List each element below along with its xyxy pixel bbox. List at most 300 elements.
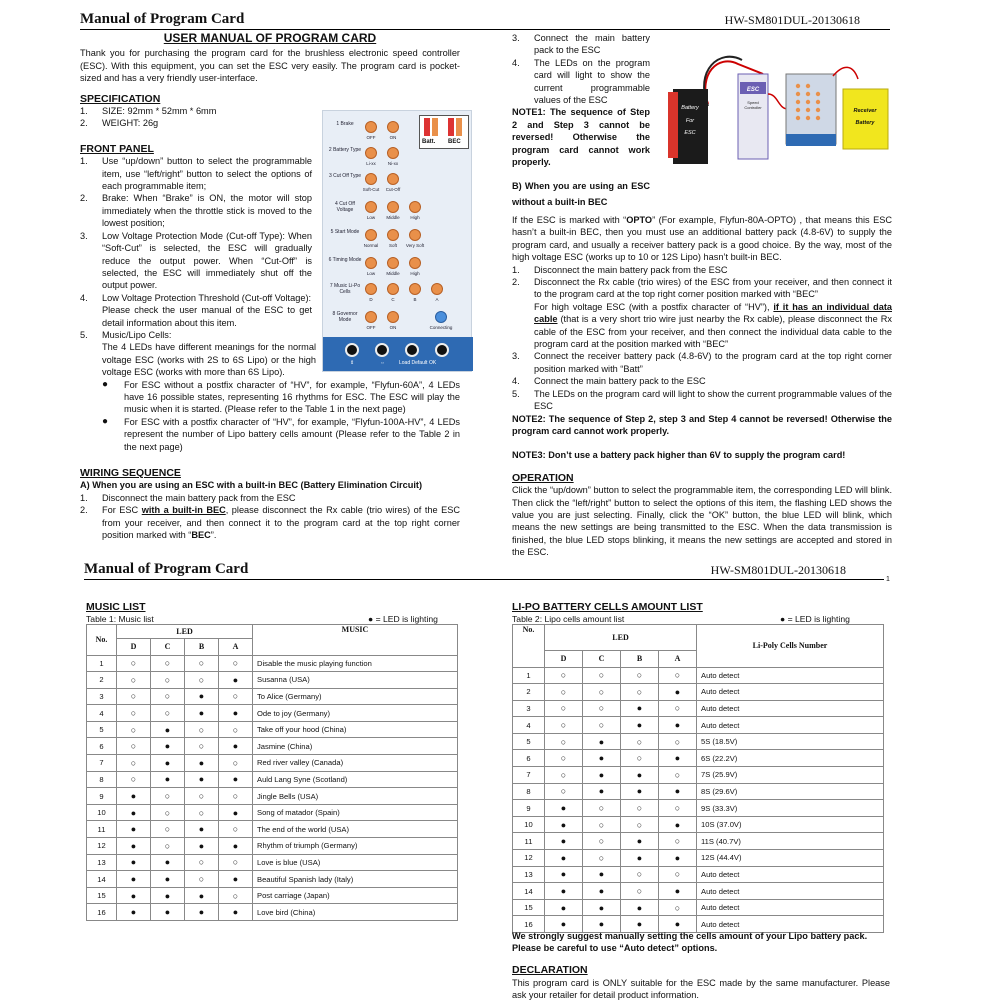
table-row bbox=[87, 871, 458, 888]
led-state: ○ bbox=[185, 672, 219, 689]
row-number: 9 bbox=[87, 788, 117, 805]
row-value: Rhythm of triumph (Germany) bbox=[253, 838, 458, 855]
led-state: ○ bbox=[185, 788, 219, 805]
led-state: ● bbox=[621, 767, 659, 784]
row-number: 5 bbox=[87, 721, 117, 738]
led-state: ○ bbox=[117, 655, 151, 672]
lipo-table: No. LED Li-Poly Cells Number D C B A 1 ○ ○ ○ ○ Auto detect 2 ○ ○ ○ ● Auto detect 3 ○ ○ ● ○ Auto detect 4 ○ ○ ● ● Auto detect 5 ○ ● ○ ○ 5S (18.5V) 6 ○ ● ○ ● 6S (22.2V) 7 ○ ● ● ○ 7S (25.9V) 8 ○ ● ● ● 8S (29.6V) 9 ● ○ ○ ○ 9S (33.3V) 10 ● ○ ○ ● 10S (37.0V) 11 ● ○ ● ○ 11S (40.7V) 12 ● ○ ● ● 12S (44.4V) 13 ● ● ○ ○ Auto detect 14 ● ● ○ ● Auto detect 15 ● ● ● ○ Auto detect 16 ● ● ● ● Auto detect bbox=[512, 624, 884, 933]
led-indicator bbox=[365, 229, 377, 241]
intro-paragraph: Thank you for purchasing the program card for the brushless electronic speed controller (ESC). With this equipment, you can set the ESC very easily. The program card is pocket-sized and has a very friendly user-interface. bbox=[80, 48, 460, 84]
operation-heading: OPERATION bbox=[512, 471, 574, 484]
esc-label: ESC bbox=[746, 87, 760, 93]
led-state: ○ bbox=[151, 705, 185, 722]
led-state: ○ bbox=[185, 655, 219, 672]
program-card-image bbox=[322, 110, 472, 372]
table-row bbox=[87, 738, 458, 755]
led-indicator bbox=[387, 283, 399, 295]
led-state: ● bbox=[117, 788, 151, 805]
led-state: ● bbox=[151, 854, 185, 871]
right-column-main bbox=[512, 214, 892, 559]
front-item: Please check the user manual of the ESC to get detail information about this item. bbox=[102, 305, 312, 328]
row-value: 9S (33.3V) bbox=[697, 800, 884, 817]
table-row bbox=[513, 667, 884, 684]
table-row bbox=[87, 755, 458, 772]
col-cells: Li-Poly Cells Number bbox=[697, 625, 884, 668]
led-option-label: Low bbox=[366, 215, 376, 220]
led-state: ○ bbox=[659, 733, 697, 750]
table-row bbox=[87, 821, 458, 838]
led-state: ● bbox=[545, 850, 583, 867]
row-number: 8 bbox=[87, 771, 117, 788]
lipo-caption: Table 2: Lipo cells amount list bbox=[512, 614, 625, 624]
row-value: Jasmine (China) bbox=[253, 738, 458, 755]
row-value: Auto detect bbox=[697, 916, 884, 933]
led-state: ○ bbox=[583, 833, 621, 850]
led-state: ● bbox=[117, 804, 151, 821]
led-state: ● bbox=[185, 771, 219, 788]
col-no: No. bbox=[87, 625, 117, 656]
row-value: 11S (40.7V) bbox=[697, 833, 884, 850]
led-indicator bbox=[387, 229, 399, 241]
led-state: ○ bbox=[583, 850, 621, 867]
led-state: ○ bbox=[117, 672, 151, 689]
front-item: 5. Music/Lipo Cells: bbox=[80, 329, 172, 340]
led-state: ○ bbox=[219, 721, 253, 738]
led-state: ○ bbox=[151, 821, 185, 838]
svg-text:ESC: ESC bbox=[684, 130, 696, 136]
led-indicator bbox=[431, 283, 443, 295]
document-title: USER MANUAL OF PROGRAM CARD bbox=[163, 31, 377, 45]
led-indicator bbox=[409, 283, 421, 295]
table-row bbox=[87, 705, 458, 722]
led-indicator bbox=[365, 311, 377, 323]
led-state: ○ bbox=[219, 821, 253, 838]
led-indicator bbox=[387, 311, 399, 323]
row-number: 8 bbox=[513, 783, 545, 800]
led-state: ● bbox=[545, 866, 583, 883]
row-number: 12 bbox=[513, 850, 545, 867]
led-state: ● bbox=[185, 887, 219, 904]
led-state: ● bbox=[545, 883, 583, 900]
wiring-step: 5. The LEDs on the program card will light to show the current programmable values of the ESC bbox=[512, 388, 892, 412]
table-row bbox=[513, 816, 884, 833]
row-value: Auto detect bbox=[697, 899, 884, 916]
row-number: 10 bbox=[513, 816, 545, 833]
led-state: ● bbox=[151, 738, 185, 755]
led-state: ● bbox=[545, 899, 583, 916]
led-option-label: Middle bbox=[386, 215, 400, 220]
led-state: ● bbox=[659, 816, 697, 833]
front-item: 3. Low Voltage Protection Mode (Cut-off Type): When “Soft-Cut” is selected, the ESC will gradually reduce the output power. When “Cut-Off” is selected, the ESC will immediately shut off the output power. bbox=[80, 230, 312, 291]
table-row bbox=[513, 883, 884, 900]
led-option-label: C bbox=[391, 297, 395, 302]
spec-item: 1. SIZE: 92mm * 52mm * 6mm bbox=[80, 106, 217, 117]
table-row bbox=[87, 655, 458, 672]
row-value: Beautiful Spanish lady (Italy) bbox=[253, 871, 458, 888]
led-state: ● bbox=[659, 783, 697, 800]
load-default-button-label: Load Default bbox=[399, 360, 428, 366]
table-row bbox=[87, 788, 458, 805]
ok-button[interactable] bbox=[435, 343, 449, 357]
front-item: 1. Use “up/down” button to select the programmable item, use “left/right” button to select the options of each programmable item; bbox=[80, 156, 312, 192]
connector-block bbox=[419, 115, 469, 149]
led-state: ● bbox=[583, 899, 621, 916]
row-value: Jingle Bells (USA) bbox=[253, 788, 458, 805]
led-state: ○ bbox=[621, 684, 659, 701]
row-value: Post carriage (Japan) bbox=[253, 887, 458, 904]
page-number: 1 bbox=[886, 576, 890, 583]
led-option-label: Normal bbox=[363, 243, 379, 248]
table-row bbox=[87, 804, 458, 821]
wiring-step: 1. Disconnect the main battery pack from the ESC bbox=[80, 492, 296, 503]
led-state: ○ bbox=[185, 804, 219, 821]
led-indicator bbox=[409, 257, 421, 269]
led-option-label: Ni-xx bbox=[387, 161, 399, 166]
led-state: ○ bbox=[583, 700, 621, 717]
row-value: Auto detect bbox=[697, 717, 884, 734]
led-state: ● bbox=[545, 916, 583, 933]
row-value: Auld Lang Syne (Scotland) bbox=[253, 771, 458, 788]
header-title: Manual of Program Card bbox=[80, 11, 245, 27]
led-indicator bbox=[387, 201, 399, 213]
panel-row-label: 1 Brake bbox=[336, 121, 354, 127]
led-indicator bbox=[365, 283, 377, 295]
table-row bbox=[513, 684, 884, 701]
row-value: 10S (37.0V) bbox=[697, 816, 884, 833]
wiring-step: 4. The LEDs on the program card will light to show the current programmable values of the ESC bbox=[512, 57, 650, 106]
led-indicator bbox=[365, 173, 377, 185]
table-row bbox=[513, 866, 884, 883]
wiring-sub-a: A) When you are using an ESC with a built-in BEC (Battery Elimination Circuit) bbox=[80, 480, 423, 491]
table-row bbox=[87, 904, 458, 921]
row-number: 16 bbox=[87, 904, 117, 921]
led-state: ● bbox=[185, 904, 219, 921]
note-2: NOTE2: The sequence of Step 2, step 3 and Step 4 cannot be reversed! Otherwise the program card cannot work properly. bbox=[512, 413, 892, 436]
wiring-step: 3. Connect the main battery pack to the ESC bbox=[512, 33, 650, 56]
left-right-icon: ⇔ bbox=[380, 360, 385, 366]
led-option-label: High bbox=[410, 271, 420, 276]
row-number: 13 bbox=[87, 854, 117, 871]
row-number: 5 bbox=[513, 733, 545, 750]
table-row bbox=[87, 672, 458, 689]
led-state: ● bbox=[583, 783, 621, 800]
lipo-legend: ● = LED is lighting bbox=[780, 614, 850, 624]
table-row bbox=[513, 733, 884, 750]
row-value: Auto detect bbox=[697, 684, 884, 701]
led-state: ● bbox=[545, 816, 583, 833]
led-state: ○ bbox=[185, 854, 219, 871]
led-state: ○ bbox=[621, 750, 659, 767]
led-state: ○ bbox=[219, 887, 253, 904]
table-row bbox=[513, 850, 884, 867]
wiring-step: For high voltage ESC (with a postfix character of “HV”), if it has an individual data cable (that is a very short trio wire just nearby the Rx cable), please disconnect the Rx cable of the ESC from your receiver, and then connect the individual data cable to the program card at the position marked with “BEC” bbox=[534, 301, 892, 350]
led-indicator bbox=[387, 121, 399, 133]
led-state: ○ bbox=[545, 717, 583, 734]
row-number: 4 bbox=[513, 717, 545, 734]
panel-row bbox=[323, 279, 473, 309]
led-state: ○ bbox=[621, 883, 659, 900]
led-state: ○ bbox=[185, 871, 219, 888]
wiring-step: 3. Connect the receiver battery pack (4.8-6V) to the program card at the top right corner position marked with “Batt” bbox=[512, 351, 892, 374]
note-1: NOTE1: The sequence of Step 2 and Step 3 cannot be reversed! Otherwise the program card cannot work properly. bbox=[512, 107, 650, 168]
led-state: ○ bbox=[545, 750, 583, 767]
led-state: ● bbox=[219, 838, 253, 855]
page-header bbox=[80, 12, 890, 30]
row-number: 15 bbox=[87, 887, 117, 904]
led-state: ○ bbox=[583, 816, 621, 833]
row-number: 3 bbox=[513, 700, 545, 717]
table-row bbox=[87, 838, 458, 855]
front-item: The 4 LEDs have different meanings for the normal voltage ESC (works with 2S to 6S Lipo) or the high voltage ESC (works with more than 6S Lipo). bbox=[102, 342, 316, 378]
row-value: 5S (18.5V) bbox=[697, 733, 884, 750]
row-value: To Alice (Germany) bbox=[253, 688, 458, 705]
led-state: ○ bbox=[583, 800, 621, 817]
table-row bbox=[513, 700, 884, 717]
led-indicator bbox=[365, 201, 377, 213]
led-state: ● bbox=[621, 899, 659, 916]
led-state: ● bbox=[117, 838, 151, 855]
table-row bbox=[513, 800, 884, 817]
connecting-led bbox=[435, 311, 447, 323]
wiring-step: 4. Connect the main battery pack to the ESC bbox=[512, 376, 706, 387]
spec-heading: SPECIFICATION bbox=[80, 92, 161, 105]
led-indicator bbox=[409, 229, 421, 241]
led-option-label: Very Soft bbox=[405, 243, 425, 248]
panel-row-label: 7 Music Li-Po Cells bbox=[329, 283, 361, 295]
led-state: ○ bbox=[621, 733, 659, 750]
led-state: ○ bbox=[117, 771, 151, 788]
led-state: ● bbox=[219, 904, 253, 921]
row-number: 11 bbox=[513, 833, 545, 850]
table-row bbox=[87, 688, 458, 705]
front-item: 2. Brake: When “Brake” is ON, the motor will stop immediately when the throttle stick is moved to the lowest position; bbox=[80, 193, 312, 229]
led-option-label: Cut-Off bbox=[385, 187, 401, 192]
led-state: ○ bbox=[117, 688, 151, 705]
led-state: ● bbox=[151, 904, 185, 921]
led-option-label: ON bbox=[389, 135, 397, 140]
row-number: 11 bbox=[87, 821, 117, 838]
row-value: Red river valley (Canada) bbox=[253, 755, 458, 772]
led-option-label: OFF bbox=[366, 135, 376, 140]
music-legend: ● = LED is lighting bbox=[368, 614, 438, 624]
ok-button-label: OK bbox=[429, 360, 437, 366]
table-row bbox=[513, 717, 884, 734]
row-value: Auto detect bbox=[697, 667, 884, 684]
led-indicator bbox=[365, 257, 377, 269]
led-state: ● bbox=[185, 755, 219, 772]
led-state: ○ bbox=[659, 800, 697, 817]
panel-row-label: 3 Cut Off Type bbox=[328, 173, 362, 179]
led-state: ○ bbox=[151, 655, 185, 672]
row-value: Auto detect bbox=[697, 700, 884, 717]
front-panel-heading: FRONT PANEL bbox=[80, 142, 154, 155]
led-option-label: High bbox=[410, 215, 420, 220]
load-default-button[interactable] bbox=[405, 343, 419, 357]
led-state: ○ bbox=[621, 816, 659, 833]
led-indicator bbox=[365, 147, 377, 159]
music-caption: Table 1: Music list bbox=[86, 614, 154, 624]
led-state: ○ bbox=[583, 667, 621, 684]
spec-item: 2. WEIGHT: 26g bbox=[80, 118, 159, 129]
led-state: ○ bbox=[545, 700, 583, 717]
led-state: ○ bbox=[117, 721, 151, 738]
led-state: ● bbox=[659, 850, 697, 867]
table-row bbox=[87, 771, 458, 788]
table-row bbox=[513, 833, 884, 850]
led-state: ● bbox=[621, 833, 659, 850]
led-option-label: OFF bbox=[366, 325, 376, 330]
row-number: 2 bbox=[87, 672, 117, 689]
row-number: 7 bbox=[513, 767, 545, 784]
row-value: Take off your hood (China) bbox=[253, 721, 458, 738]
row-number: 1 bbox=[513, 667, 545, 684]
col-no: No. bbox=[513, 625, 545, 668]
table-row bbox=[513, 750, 884, 767]
music-table: No. LED MUSIC D C B A 1 ○ ○ ○ ○ Disable the music playing function 2 ○ ○ ○ ● Susanna (USA) 3 ○ ○ ● ○ To Alice (Germany) 4 ○ ○ ● ● Ode to joy (Germany) 5 ○ ● ○ ○ Take off your hood (China) 6 ○ ● ○ ● Jasmine (China) 7 ○ ● ● ○ Red river valley (Canada) 8 ○ ● ● ● Auld Lang Syne (Scotland) 9 ● ○ ○ ○ Jingle Bells (USA) 10 ● ○ ○ ● Song of matador (Spain) 11 ● ○ ● ○ The end of the world (USA) 12 ● ○ ● ● Rhythm of triumph (Germany) 13 ● ● ○ ○ Love is blue (USA) 14 ● ● ○ ● Beautiful Spanish lady (Italy) 15 ● ● ● ○ Post carriage (Japan) 16 ● ● ● ● Love bird (China) bbox=[86, 624, 458, 921]
led-indicator bbox=[387, 257, 399, 269]
led-state: ● bbox=[117, 904, 151, 921]
left-right-button[interactable] bbox=[375, 343, 389, 357]
led-state: ● bbox=[219, 738, 253, 755]
led-state: ○ bbox=[659, 899, 697, 916]
declaration-text: This program card is ONLY suitable for the ESC made by the same manufacturer. Please ask your retailer for detail product information. bbox=[512, 978, 890, 1000]
led-state: ● bbox=[583, 767, 621, 784]
led-indicator bbox=[387, 173, 399, 185]
led-state: ○ bbox=[185, 721, 219, 738]
led-state: ○ bbox=[151, 788, 185, 805]
led-state: ○ bbox=[659, 667, 697, 684]
led-state: ● bbox=[219, 705, 253, 722]
led-state: ○ bbox=[545, 783, 583, 800]
row-number: 9 bbox=[513, 800, 545, 817]
wiring-heading: WIRING SEQUENCE bbox=[80, 467, 181, 479]
led-state: ● bbox=[659, 883, 697, 900]
led-state: ● bbox=[583, 866, 621, 883]
led-state: ○ bbox=[659, 833, 697, 850]
row-value: Love bird (China) bbox=[253, 904, 458, 921]
panel-row-label: 8 Governor Mode bbox=[332, 311, 358, 323]
led-indicator bbox=[387, 147, 399, 159]
row-value: 8S (29.6V) bbox=[697, 783, 884, 800]
led-state: ○ bbox=[659, 866, 697, 883]
header-title: Manual of Program Card bbox=[84, 561, 249, 577]
row-number: 14 bbox=[513, 883, 545, 900]
row-number: 3 bbox=[87, 688, 117, 705]
up-down-button[interactable] bbox=[345, 343, 359, 357]
front-item: 4. Low Voltage Protection Threshold (Cut-off Voltage): bbox=[80, 292, 312, 303]
lipo-heading: LI-PO BATTERY CELLS AMOUNT LIST bbox=[512, 601, 703, 613]
svg-text:For: For bbox=[685, 118, 695, 124]
receiver-battery-label: Receiver bbox=[853, 108, 877, 114]
row-number: 7 bbox=[87, 755, 117, 772]
bec-label: BEC bbox=[448, 139, 461, 145]
led-state: ○ bbox=[583, 684, 621, 701]
led-state: ● bbox=[151, 871, 185, 888]
led-state: ○ bbox=[151, 672, 185, 689]
lipo-note: We strongly suggest manually setting the cells amount of your Lipo battery pack. Please be careful to use “Auto detect” options. bbox=[512, 931, 868, 953]
led-option-label: Soft-Cut bbox=[362, 187, 380, 192]
led-state: ● bbox=[117, 871, 151, 888]
led-state: ○ bbox=[659, 767, 697, 784]
led-state: ● bbox=[151, 887, 185, 904]
led-state: ● bbox=[659, 684, 697, 701]
panel-row bbox=[323, 169, 473, 199]
right-column-top bbox=[512, 32, 650, 210]
led-state: ● bbox=[117, 821, 151, 838]
row-number: 16 bbox=[513, 916, 545, 933]
led-state: ○ bbox=[545, 767, 583, 784]
led-state: ○ bbox=[151, 838, 185, 855]
panel-row-label: 2 Battery Type bbox=[328, 147, 362, 153]
led-state: ● bbox=[117, 854, 151, 871]
row-value: Ode to joy (Germany) bbox=[253, 705, 458, 722]
row-number: 12 bbox=[87, 838, 117, 855]
table-row bbox=[513, 783, 884, 800]
row-value: 6S (22.2V) bbox=[697, 750, 884, 767]
row-value: 7S (25.9V) bbox=[697, 767, 884, 784]
led-state: ● bbox=[659, 717, 697, 734]
led-state: ○ bbox=[583, 717, 621, 734]
led-state: ○ bbox=[621, 866, 659, 883]
row-number: 14 bbox=[87, 871, 117, 888]
music-heading: MUSIC LIST bbox=[86, 601, 146, 613]
led-state: ○ bbox=[219, 854, 253, 871]
led-state: ○ bbox=[219, 788, 253, 805]
led-state: ● bbox=[659, 750, 697, 767]
row-number: 15 bbox=[513, 899, 545, 916]
up-down-icon: ⇕ bbox=[350, 360, 355, 366]
table-row bbox=[87, 887, 458, 904]
led-option-label: D bbox=[369, 297, 373, 302]
svg-text:Speed: Speed bbox=[747, 100, 759, 105]
col-led: LED bbox=[545, 625, 697, 651]
led-state: ● bbox=[583, 916, 621, 933]
row-value: Susanna (USA) bbox=[253, 672, 458, 689]
declaration-heading: DECLARATION bbox=[512, 964, 588, 976]
panel-row bbox=[323, 197, 473, 227]
led-option-label: B bbox=[413, 297, 417, 302]
led-option-label: Li-xx bbox=[366, 161, 376, 166]
led-state: ● bbox=[659, 916, 697, 933]
panel-row bbox=[323, 307, 473, 337]
led-state: ○ bbox=[545, 684, 583, 701]
led-state: ● bbox=[621, 916, 659, 933]
led-state: ● bbox=[151, 755, 185, 772]
col-music: MUSIC bbox=[253, 625, 458, 656]
panel-row-label: 4 Cut Off Voltage bbox=[335, 201, 355, 213]
panel-row-label: 5 Start Mode bbox=[330, 229, 360, 235]
led-state: ● bbox=[545, 800, 583, 817]
row-number: 6 bbox=[513, 750, 545, 767]
batt-label: Batt. bbox=[422, 139, 436, 145]
row-value: Love is blue (USA) bbox=[253, 854, 458, 871]
battery-for-esc-label: Battery bbox=[681, 105, 699, 111]
led-option-label: Low bbox=[366, 271, 376, 276]
led-state: ○ bbox=[219, 688, 253, 705]
front-bullet: ● For ESC with a postfix character of “HV”, for example, “Flyfun-100A-HV”, 4 LEDs represent the number of Lipo battery cells amount (Please refer to the Table 2 in the next page) bbox=[102, 415, 460, 452]
wiring-step: 2. Disconnect the Rx cable (trio wires) of the ESC from your receiver, and then connect it to the program card at the top right corner position marked with “BEC” bbox=[512, 277, 892, 300]
table-row bbox=[87, 721, 458, 738]
col-led: LED bbox=[117, 625, 253, 639]
led-state: ○ bbox=[117, 705, 151, 722]
led-state: ○ bbox=[219, 655, 253, 672]
svg-text:Battery: Battery bbox=[855, 120, 875, 126]
led-state: ● bbox=[219, 672, 253, 689]
row-number: 1 bbox=[87, 655, 117, 672]
connecting-label: Connecting bbox=[429, 325, 453, 330]
panel-row-label: 6 Timing Mode bbox=[328, 257, 362, 263]
wiring-step: 2. For ESC with a built-in BEC, please disconnect the Rx cable (trio wires) of the ESC from your receiver, and then connect it to the program card at the top right corner position marked with “BEC”. bbox=[80, 505, 461, 541]
